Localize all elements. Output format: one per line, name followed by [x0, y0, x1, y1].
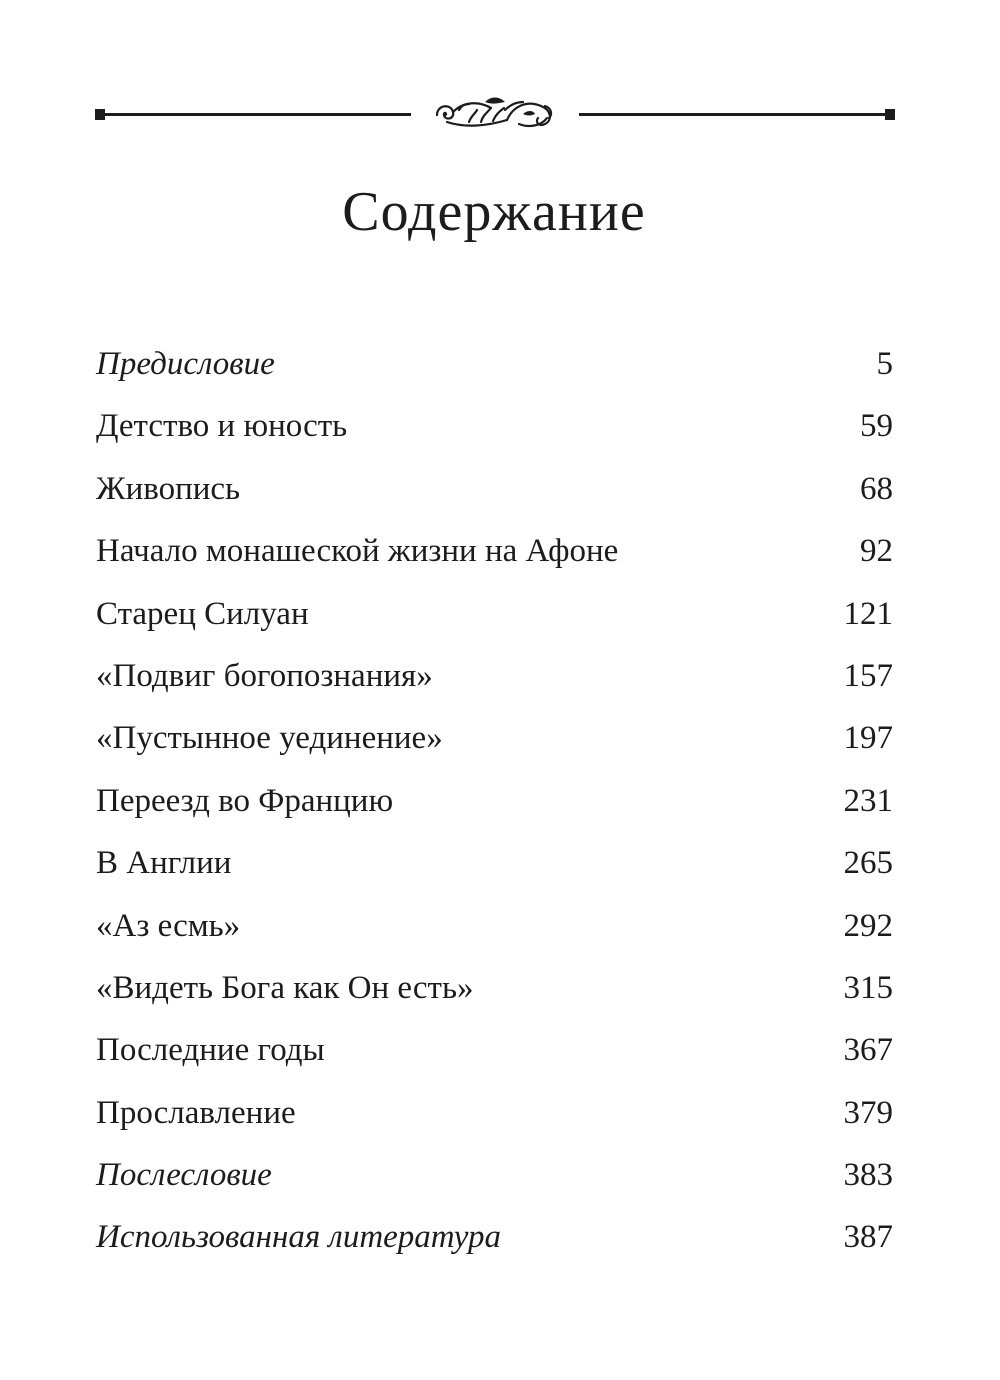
vignette-ornament-icon [423, 88, 567, 140]
toc-entry-title: В Англии [96, 845, 232, 882]
toc-entry-title: «Видеть Бога как Он есть» [96, 969, 474, 1006]
toc-entry-title: Детство и юность [96, 408, 348, 445]
toc-entry[interactable] [96, 720, 893, 782]
toc-entry-page-number: 5 [876, 346, 893, 382]
header-ornament [95, 88, 895, 140]
toc-entry[interactable] [96, 783, 893, 845]
toc-entry-title: Старец Силуан [96, 595, 309, 632]
toc-entry-title: «Подвиг богопознания» [96, 657, 433, 694]
page-title: Содержание [342, 181, 646, 243]
toc-entry[interactable] [96, 1095, 893, 1157]
toc-entry[interactable] [96, 1157, 893, 1219]
toc-entry-page-number: 315 [843, 969, 893, 1006]
table-of-contents [96, 346, 893, 1282]
toc-entry-page-number: 68 [860, 470, 893, 507]
toc-entry[interactable] [96, 1219, 893, 1281]
toc-entry[interactable] [96, 845, 893, 907]
toc-entry-title: Прославление [96, 1094, 296, 1131]
rule-left [99, 113, 411, 116]
toc-entry-page-number: 292 [843, 907, 893, 944]
toc-entry[interactable] [96, 1032, 893, 1094]
toc-entry-title: Начало монашеской жизни на Афоне [96, 533, 619, 570]
toc-entry-page-number: 383 [843, 1157, 893, 1194]
toc-entry-page-number: 92 [860, 533, 893, 570]
rule-right [579, 113, 891, 116]
toc-entry-title: Последние годы [96, 1032, 325, 1069]
toc-entry-title: Живопись [96, 470, 241, 507]
toc-entry-page-number: 231 [843, 782, 893, 819]
toc-entry-title: «Пустынное уединение» [96, 720, 443, 757]
toc-entry[interactable] [96, 908, 893, 970]
toc-entry-title: Предисловие [96, 346, 275, 382]
toc-entry[interactable] [96, 346, 893, 408]
rule-end-right [885, 109, 895, 120]
toc-entry-page-number: 121 [843, 595, 893, 632]
toc-entry[interactable] [96, 533, 893, 595]
toc-entry-page-number: 197 [843, 720, 893, 757]
toc-entry-title: Переезд во Францию [96, 782, 394, 819]
toc-entry[interactable] [96, 408, 893, 470]
toc-entry[interactable] [96, 970, 893, 1032]
toc-entry-page-number: 157 [843, 657, 893, 694]
toc-entry-page-number: 387 [843, 1219, 893, 1256]
toc-entry[interactable] [96, 471, 893, 533]
toc-entry[interactable] [96, 658, 893, 720]
toc-entry[interactable] [96, 596, 893, 658]
toc-entry-page-number: 367 [843, 1032, 893, 1069]
toc-entry-title: Использованная литература [96, 1219, 502, 1256]
toc-entry-page-number: 59 [860, 408, 893, 445]
toc-entry-title: «Аз есмь» [96, 907, 241, 944]
toc-entry-page-number: 379 [843, 1094, 893, 1131]
toc-entry-page-number: 265 [843, 845, 893, 882]
toc-entry-title: Послесловие [96, 1157, 272, 1194]
